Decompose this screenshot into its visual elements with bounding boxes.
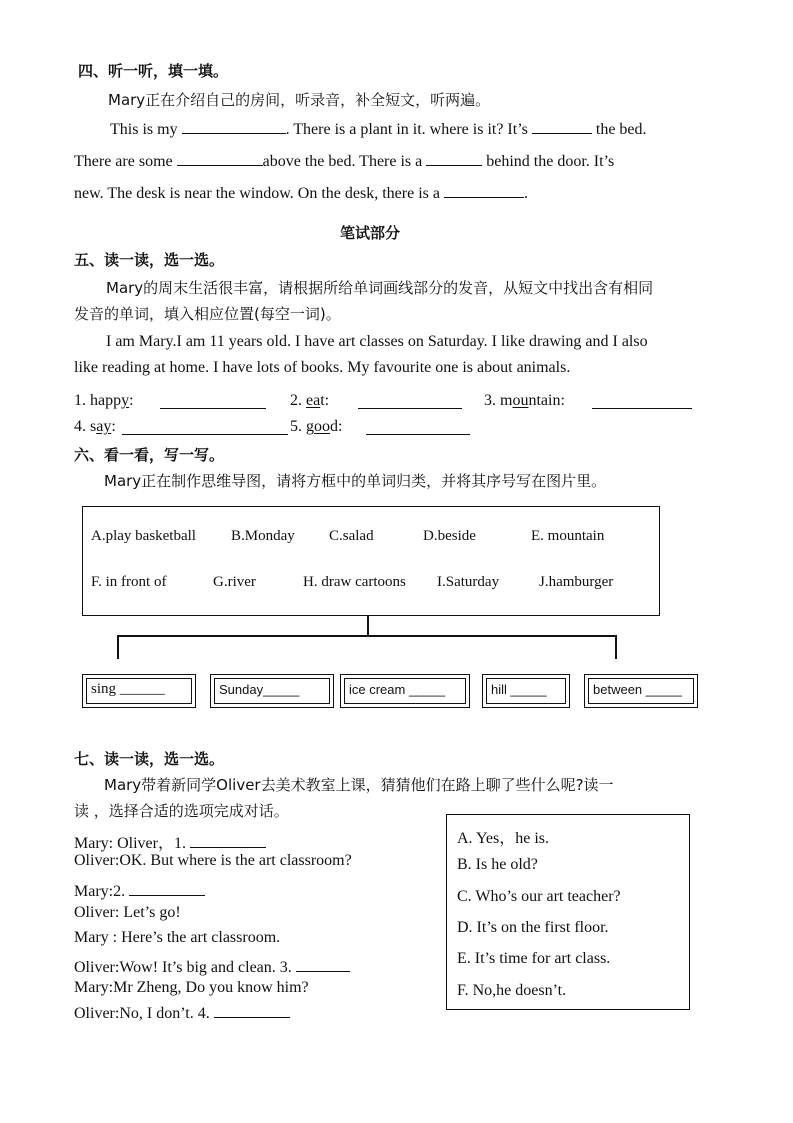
text: m: [500, 392, 513, 409]
word-bank-box: [82, 506, 660, 616]
blank-2[interactable]: [532, 119, 592, 134]
word-bank-item: C.salad: [329, 528, 374, 544]
section4-line1: [110, 119, 647, 139]
answer-blank-3[interactable]: [592, 394, 692, 409]
dialogue-blank-4[interactable]: [214, 1003, 290, 1018]
section5-passage-1: I am Mary.I am 11 years old. I have art classes on Saturday. I like drawing and I also: [106, 333, 648, 350]
option-item: C. Who’s our art teacher?: [457, 888, 621, 905]
section7-instruction-1: Mary带着新同学Oliver去美术教室上课，猜猜他们在路上聊了些什么呢?读一: [104, 776, 614, 794]
category-box-between[interactable]: [584, 674, 698, 708]
dialogue-line: [74, 957, 350, 977]
text: Mary: Oliver，1.: [74, 835, 186, 852]
underlined-sound: oo: [314, 418, 330, 435]
word-bank-item: G.river: [213, 574, 256, 590]
connector-line: [615, 635, 617, 659]
answer-blank-2[interactable]: [358, 394, 462, 409]
option-item: B. Is he old?: [457, 856, 538, 873]
text: 4.: [74, 418, 90, 435]
text: above the bed. There is a: [262, 153, 423, 170]
text: 1.: [74, 392, 90, 409]
option-item: A. Yes，he is.: [457, 830, 550, 847]
text: :: [129, 392, 134, 409]
category-label: hill _____: [491, 682, 547, 697]
connector-line: [117, 635, 617, 637]
category-box-hill[interactable]: [482, 674, 570, 708]
section5-q5: [290, 418, 342, 436]
text: Oliver:No, I don’t. 4.: [74, 1005, 210, 1022]
section7-heading: 七、读一读，选一选。: [74, 750, 225, 768]
dialogue-line: Mary : Here’s the art classroom.: [74, 929, 281, 946]
word-bank-item: H. draw cartoons: [303, 574, 406, 590]
dialogue-line: [74, 830, 266, 853]
dialogue-line: Oliver:OK. But where is the art classroom?: [74, 852, 352, 869]
dialogue-line: [74, 881, 205, 901]
option-item: F. No,he doesn’t.: [457, 982, 567, 999]
word-bank-item: D.beside: [423, 528, 476, 544]
section5-q4: [74, 418, 116, 436]
option-item: D. It’s on the first floor.: [457, 919, 609, 936]
section5-instruction-1: Mary的周末生活很丰富，请根据所给单词画线部分的发音，从短文中找出含有相同: [106, 279, 654, 297]
section4-line2: [74, 151, 614, 171]
section5-q3: [484, 392, 565, 410]
answer-blank-5[interactable]: [366, 420, 470, 435]
answer-blank-4[interactable]: [122, 420, 288, 435]
section5-q2: [290, 392, 329, 410]
section7-instruction-2: 读 ，选择合适的选项完成对话。: [74, 802, 289, 820]
underlined-sound: ea: [306, 392, 321, 409]
word-bank-item: F. in front of: [91, 574, 167, 590]
blank-5[interactable]: [444, 183, 524, 198]
connector-line: [117, 635, 119, 659]
category-box-sing[interactable]: [82, 674, 196, 708]
text: .: [523, 185, 528, 202]
blank-1[interactable]: [182, 119, 286, 134]
connector-line: [367, 616, 369, 636]
section5-instruction-2: 发音的单词，填入相应位置(每空一词)。: [74, 305, 341, 323]
text: 5.: [290, 418, 306, 435]
dialogue-line: Oliver: Let’s go!: [74, 904, 181, 921]
text: t:: [320, 392, 330, 409]
dialogue-line: [74, 1003, 290, 1023]
word-bank-item: A.play basketball: [91, 528, 196, 544]
word-bank-item: J.hamburger: [539, 574, 614, 590]
section5-passage-2: like reading at home. I have lots of books. My favourite one is about animals.: [74, 359, 571, 376]
underlined-sound: ou: [512, 392, 529, 409]
underlined-sound: ay: [96, 418, 112, 435]
category-label: between _____: [593, 682, 682, 697]
text: There are some: [74, 153, 173, 170]
text: :: [111, 418, 116, 435]
dialogue-line: Mary:Mr Zheng, Do you know him?: [74, 979, 309, 996]
section4-instruction: Mary正在介绍自己的房间，听录音，补全短文，听两遍。: [108, 91, 491, 109]
text: d:: [330, 418, 343, 435]
text: . There is a plant in it. where is it? It’s: [285, 121, 528, 138]
text: 2.: [290, 392, 306, 409]
category-label: Sunday_____: [219, 682, 300, 697]
category-box-sunday[interactable]: [210, 674, 334, 708]
text: 3.: [484, 392, 500, 409]
dialogue-blank-1[interactable]: [190, 833, 266, 848]
text: ntain:: [528, 392, 565, 409]
text: Mary:2.: [74, 883, 126, 900]
text: s: [90, 418, 97, 435]
blank-4[interactable]: [426, 151, 482, 166]
text: the bed.: [595, 121, 647, 138]
category-label: sing ______: [91, 681, 165, 697]
options-box: [446, 814, 690, 1010]
text: Oliver:Wow! It’s big and clean. 3.: [74, 959, 292, 976]
text: g: [306, 418, 314, 435]
option-item: E. It’s time for art class.: [457, 950, 611, 967]
dialogue-blank-3[interactable]: [296, 957, 350, 972]
text: behind the door. It’s: [486, 153, 615, 170]
text: new. The desk is near the window. On the desk, there is a: [74, 185, 440, 202]
word-bank-item: I.Saturday: [437, 574, 500, 590]
section6-heading: 六、看一看，写一写。: [74, 446, 225, 464]
word-bank-item: B.Monday: [231, 528, 295, 544]
word-bank-item: E. mountain: [531, 528, 605, 544]
category-label: ice cream _____: [349, 682, 446, 697]
section6-instruction: Mary正在制作思维导图，请将方框中的单词归类，并将其序号写在图片里。: [104, 472, 607, 490]
text: happ: [90, 392, 122, 409]
answer-blank-1[interactable]: [160, 394, 266, 409]
written-part-title: 笔试部分: [340, 224, 401, 242]
category-box-ice-cream[interactable]: [340, 674, 470, 708]
blank-3[interactable]: [177, 151, 263, 166]
section4-heading: 四、听一听，填一填。: [78, 62, 229, 80]
section5-q1: [74, 392, 134, 410]
section4-line3: [74, 183, 528, 203]
section5-heading: 五、读一读，选一选。: [74, 251, 225, 269]
underlined-sound: y: [121, 392, 130, 409]
dialogue-blank-2[interactable]: [129, 881, 205, 896]
text: This is my: [110, 121, 178, 138]
